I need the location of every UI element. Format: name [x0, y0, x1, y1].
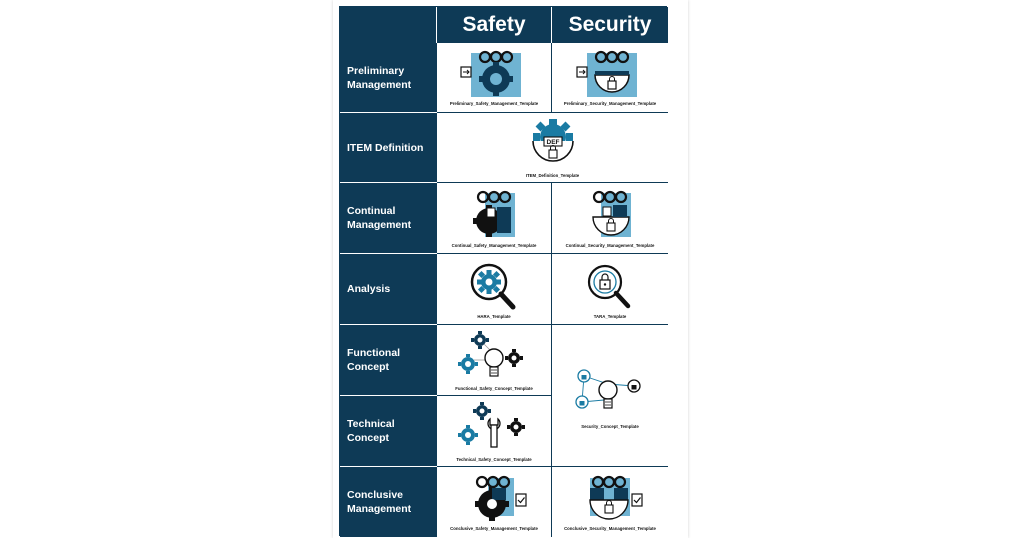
header-safety: Safety — [437, 7, 552, 43]
technical-safety-icon — [454, 401, 534, 455]
caption-security-concept: Security_Concept_Template — [581, 424, 639, 429]
def-badge-text: DEF — [546, 139, 559, 146]
security-concept-icon — [570, 362, 650, 422]
cell-technical-safety — [437, 396, 552, 467]
caption-continual-security: Continual_Security_Management_Template — [565, 242, 655, 248]
row-label-conclusive-management: Conclusive Management — [340, 467, 437, 537]
row-label-analysis: Analysis — [340, 254, 437, 325]
caption-conclusive-safety: Conclusive_Safety_Management_Template — [450, 525, 538, 531]
cell-conclusive-safety — [437, 467, 552, 537]
row-label-preliminary-management: Preliminary Management — [340, 43, 437, 113]
cell-conclusive-security — [552, 467, 668, 537]
hara-magnifier-icon — [464, 260, 524, 312]
row-label-functional-concept: Functional Concept — [340, 325, 437, 396]
continual-safety-icon — [459, 189, 529, 241]
functional-safety-icon — [454, 330, 534, 384]
cell-functional-safety — [437, 325, 552, 396]
cell-item-definition — [437, 113, 668, 183]
row-label-continual-management: Continual Management — [340, 183, 437, 254]
preliminary-safety-icon — [459, 49, 529, 99]
cell-continual-security — [552, 183, 668, 254]
caption-conclusive-security: Conclusive_Security_Management_Template — [564, 525, 656, 531]
caption-technical-safety: Technical_Safety_Concept_Template — [456, 456, 532, 462]
cell-continual-safety — [437, 183, 552, 254]
cell-security-concept — [552, 325, 668, 467]
preliminary-security-icon — [575, 49, 645, 99]
caption-preliminary-security: Preliminary_Security_Management_Template — [563, 101, 657, 106]
safety-security-matrix — [339, 6, 667, 536]
cell-analysis-security — [552, 254, 668, 325]
cell-analysis-safety — [437, 254, 552, 325]
conclusive-security-icon — [572, 474, 648, 524]
caption-item-definition: ITEM_Definition_Template — [525, 173, 580, 178]
header-security: Security — [552, 7, 668, 43]
caption-preliminary-safety: Preliminary_Safety_Management_Template — [449, 101, 539, 106]
continual-security-icon — [575, 189, 645, 241]
caption-continual-safety: Continual_Safety_Management_Template — [451, 242, 537, 248]
item-definition-icon — [523, 117, 583, 171]
conclusive-safety-icon — [456, 474, 532, 524]
tara-magnifier-icon — [580, 260, 640, 312]
cell-preliminary-security — [552, 43, 668, 113]
header-corner — [340, 7, 437, 43]
row-label-technical-concept: Technical Concept — [340, 396, 437, 467]
row-label-item-definition: ITEM Definition — [340, 113, 437, 183]
caption-analysis-security: TARA_Template — [593, 313, 627, 319]
cell-preliminary-safety — [437, 43, 552, 113]
caption-analysis-safety: HARA_Template — [477, 313, 511, 319]
caption-functional-safety: Functional_Safety_Concept_Template — [455, 385, 533, 391]
